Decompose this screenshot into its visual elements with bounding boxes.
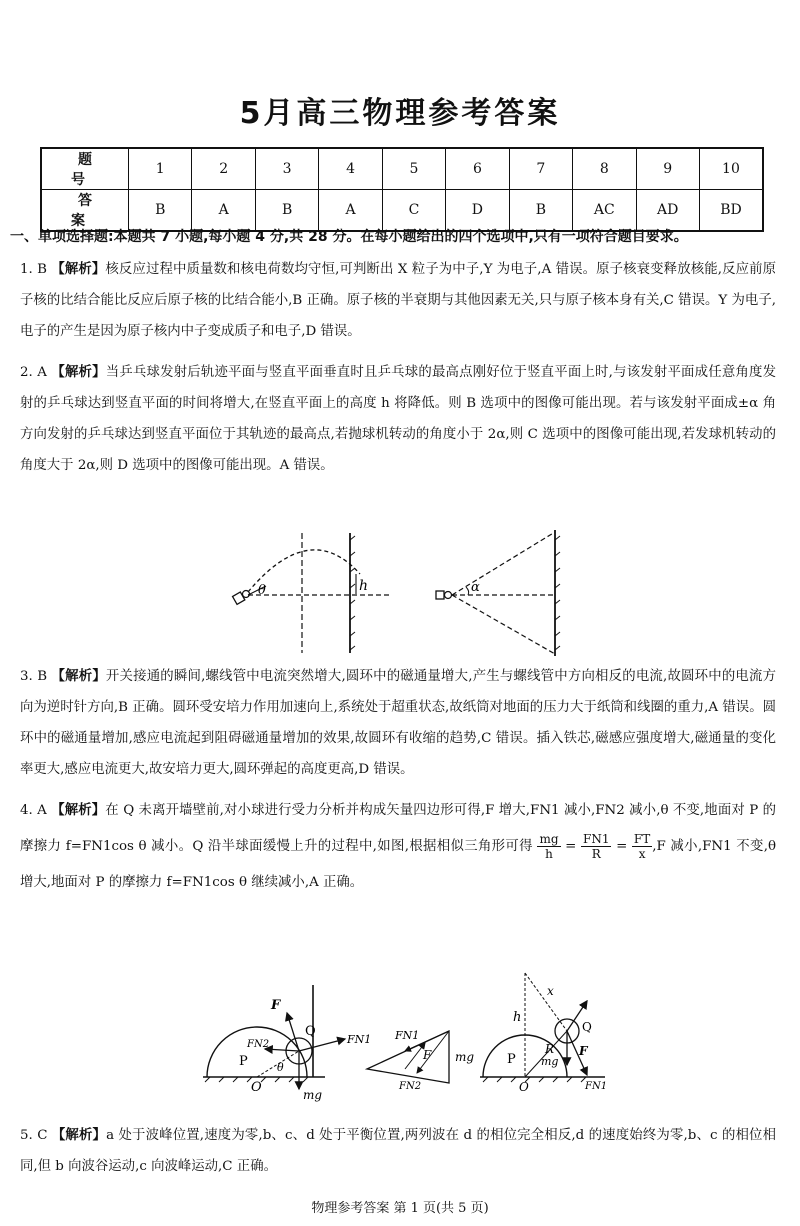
answer-paragraph-5: [20, 1120, 776, 1182]
diagram-sphere-wall: [203, 985, 371, 1102]
analysis-tag: 【解析】: [51, 262, 106, 277]
answer-paragraph-2: [20, 357, 776, 481]
answer-table: [40, 147, 764, 232]
answer-cell: A: [192, 190, 255, 232]
answer-cell: C: [382, 190, 445, 232]
side-view-diagram: [233, 533, 390, 653]
rope-line: [525, 973, 567, 1031]
fraction-fn1-r: $\frac{FN1}{R}$: [583, 832, 610, 861]
h-label: h: [359, 578, 369, 594]
analysis-tag: 【解析】: [51, 365, 106, 380]
alpha-arc: [466, 587, 469, 595]
answer-cell: B: [129, 190, 192, 232]
table-row: [41, 148, 763, 190]
question-number: 5: [382, 148, 445, 190]
question-number: 9: [636, 148, 699, 190]
answer-cell: BD: [699, 190, 763, 232]
answer-head: 3. B: [20, 669, 48, 684]
diagram-force-triangle: [367, 1029, 474, 1092]
label-theta: θ: [277, 1061, 284, 1074]
label-p: P: [507, 1052, 516, 1067]
answer-head: 5. C: [20, 1128, 48, 1143]
label-mg: mg: [303, 1088, 323, 1102]
analysis-tag: 【解析】: [51, 803, 106, 818]
answer-head: 4. A: [20, 803, 47, 818]
ball-icon: [445, 592, 452, 599]
force-f-arrow: [287, 1013, 299, 1051]
label-o: O: [251, 1080, 262, 1095]
label-q: Q: [305, 1024, 316, 1039]
analysis-text: ,F 减小,FN1 不变,θ 增大,地面对 P 的摩擦力 f=FN1cos θ 继续减小,A 正确。: [20, 839, 777, 890]
label-p: P: [239, 1054, 248, 1069]
label-f: F: [423, 1048, 432, 1062]
lower-boundary: [452, 595, 555, 654]
alpha-label: α: [471, 580, 480, 595]
label-r: R: [545, 1042, 555, 1056]
answer-cell: A: [319, 190, 382, 232]
table-row: [41, 190, 763, 232]
question-number: 1: [129, 148, 192, 190]
hemisphere-p: [207, 1027, 307, 1077]
analysis-tag: 【解析】: [51, 1128, 107, 1143]
label-fn2: FN2: [399, 1081, 422, 1092]
label-x: x: [547, 984, 554, 998]
question-number: 8: [573, 148, 636, 190]
label-fn1: FN1: [395, 1029, 420, 1042]
question-number: 7: [509, 148, 572, 190]
label-mg: mg: [455, 1050, 475, 1064]
fraction-mg-h: $\frac{mg}{h}$: [539, 832, 559, 861]
question-number: 6: [446, 148, 509, 190]
answer-paragraph-1: [20, 254, 776, 347]
upper-boundary: [452, 532, 555, 595]
label-f: F: [579, 1044, 588, 1058]
page-title: 5月高三物理参考答案: [239, 96, 561, 131]
fraction-ft-x: $\frac{FT}{x}$: [633, 832, 651, 861]
answer-paragraph-3: [20, 661, 776, 785]
row-label-answer: 答 案: [41, 190, 129, 232]
figure-trajectory: [220, 528, 580, 658]
label-h: h: [513, 1010, 522, 1025]
answer-cell: AC: [573, 190, 636, 232]
answer-head: 1. B: [20, 262, 47, 277]
analysis-text: 开关接通的瞬间,螺线管中电流突然增大,圆环中的磁通量增大,产生与螺线管中方向相反的电流,故圆环中的电流方向为逆时针方向,B 正确。圆环受安培力作用加速向上,系统处于超重状态,故纸筒对地面的压力大于纸筒和线圈的重力,A 错误。圆环中的磁通量增加,感应电流起到阻碍磁通量增加的效果,故圆环有收缩的趋势,C 错误。插入铁芯,磁感应强度增大,磁通量的变化率更大,感应电流更大,故安培力更大,圆环弹起的高度更高,D 错误。: [20, 669, 776, 777]
label-f: F: [271, 998, 281, 1013]
answer-cell: B: [509, 190, 572, 232]
section-heading: 一、单项选择题:本题共 7 小题,每小题 4 分,共 28 分。在每小题给出的四个选项中,只有一项符合题目要求。: [10, 229, 688, 245]
analysis-text: a 处于波峰位置,速度为零,b、c、d 处于平衡位置,两列波在 d 的相位完全相反,d 的速度始终为零,b、c 的相位相同,但 b 向波谷运动,c 向波峰运动,C 正确。: [20, 1128, 777, 1174]
answer-cell: AD: [636, 190, 699, 232]
label-fn1: FN1: [585, 1081, 608, 1092]
force-fn2-arrow: [265, 1049, 299, 1051]
question-number: 10: [699, 148, 763, 190]
question-number: 3: [255, 148, 318, 190]
question-number: 4: [319, 148, 382, 190]
label-q: Q: [582, 1020, 592, 1034]
launcher-icon: [436, 591, 444, 599]
theta-label: θ: [258, 583, 266, 598]
equals-sign: =: [616, 839, 628, 854]
answer-cell: B: [255, 190, 318, 232]
answer-cell: D: [446, 190, 509, 232]
force-fn1-arrow: [299, 1039, 345, 1051]
answer-paragraph-4: [20, 793, 776, 901]
analysis-tag: 【解析】: [51, 669, 106, 684]
label-mg: mg: [541, 1055, 559, 1068]
label-fn1: FN1: [347, 1033, 372, 1046]
page-footer: 物理参考答案 第 1 页(共 5 页): [311, 1201, 489, 1216]
figure-force-analysis: [195, 965, 615, 1105]
row-label-number: 题 号: [41, 148, 129, 190]
analysis-text: 核反应过程中质量数和核电荷数均守恒,可判断出 X 粒子为中子,Y 为电子,A 错误。原子核衰变释放核能,反应前原子核的比结合能比反应后原子核的比结合能小,B 正确。原子核的半衰期与其他因素无关,只与原子核本身有关,C 错误。Y 为电子,电子的产生是因为原子核内中子变成质子和电子,D 错误。: [20, 262, 777, 339]
top-view-diagram: [436, 530, 560, 656]
answer-head: 2. A: [20, 365, 47, 380]
equals-sign: =: [565, 839, 577, 854]
vector-f-inner: [417, 1031, 449, 1073]
label-fn2: FN2: [247, 1039, 270, 1050]
diagram-similar-triangles: [480, 973, 607, 1094]
label-o: O: [519, 1080, 529, 1094]
question-number: 2: [192, 148, 255, 190]
analysis-text: 在 Q 未离开墙壁前,对小球进行受力分析并构成矢量四边形可得,F 增大,FN1 减小,FN2 减小,θ 不变,地面对 P 的摩擦力 f=FN1cos θ 减小。Q 沿半球面缓慢上升的过程中,如图,根据相似三角形可得: [20, 803, 777, 854]
analysis-text: 当乒乓球发射后轨迹平面与竖直平面垂直时且乒乓球的最高点刚好位于竖直平面上时,与该发射平面成任意角度发射的乒乓球达到竖直平面的时间将增大,在竖直平面上的高度 h 将降低。则 B 选项中的图像可能出现。若与该发射平面成±α 角方向发射的乒乓球达到竖直平面位于其轨迹的最高点,若抛球机转动的角度小于 2α,则 C 选项中的图像可能出现,若发球机转动的角度大于 2α,则 D 选项中的图像可能出现。A 错误。: [20, 365, 776, 473]
